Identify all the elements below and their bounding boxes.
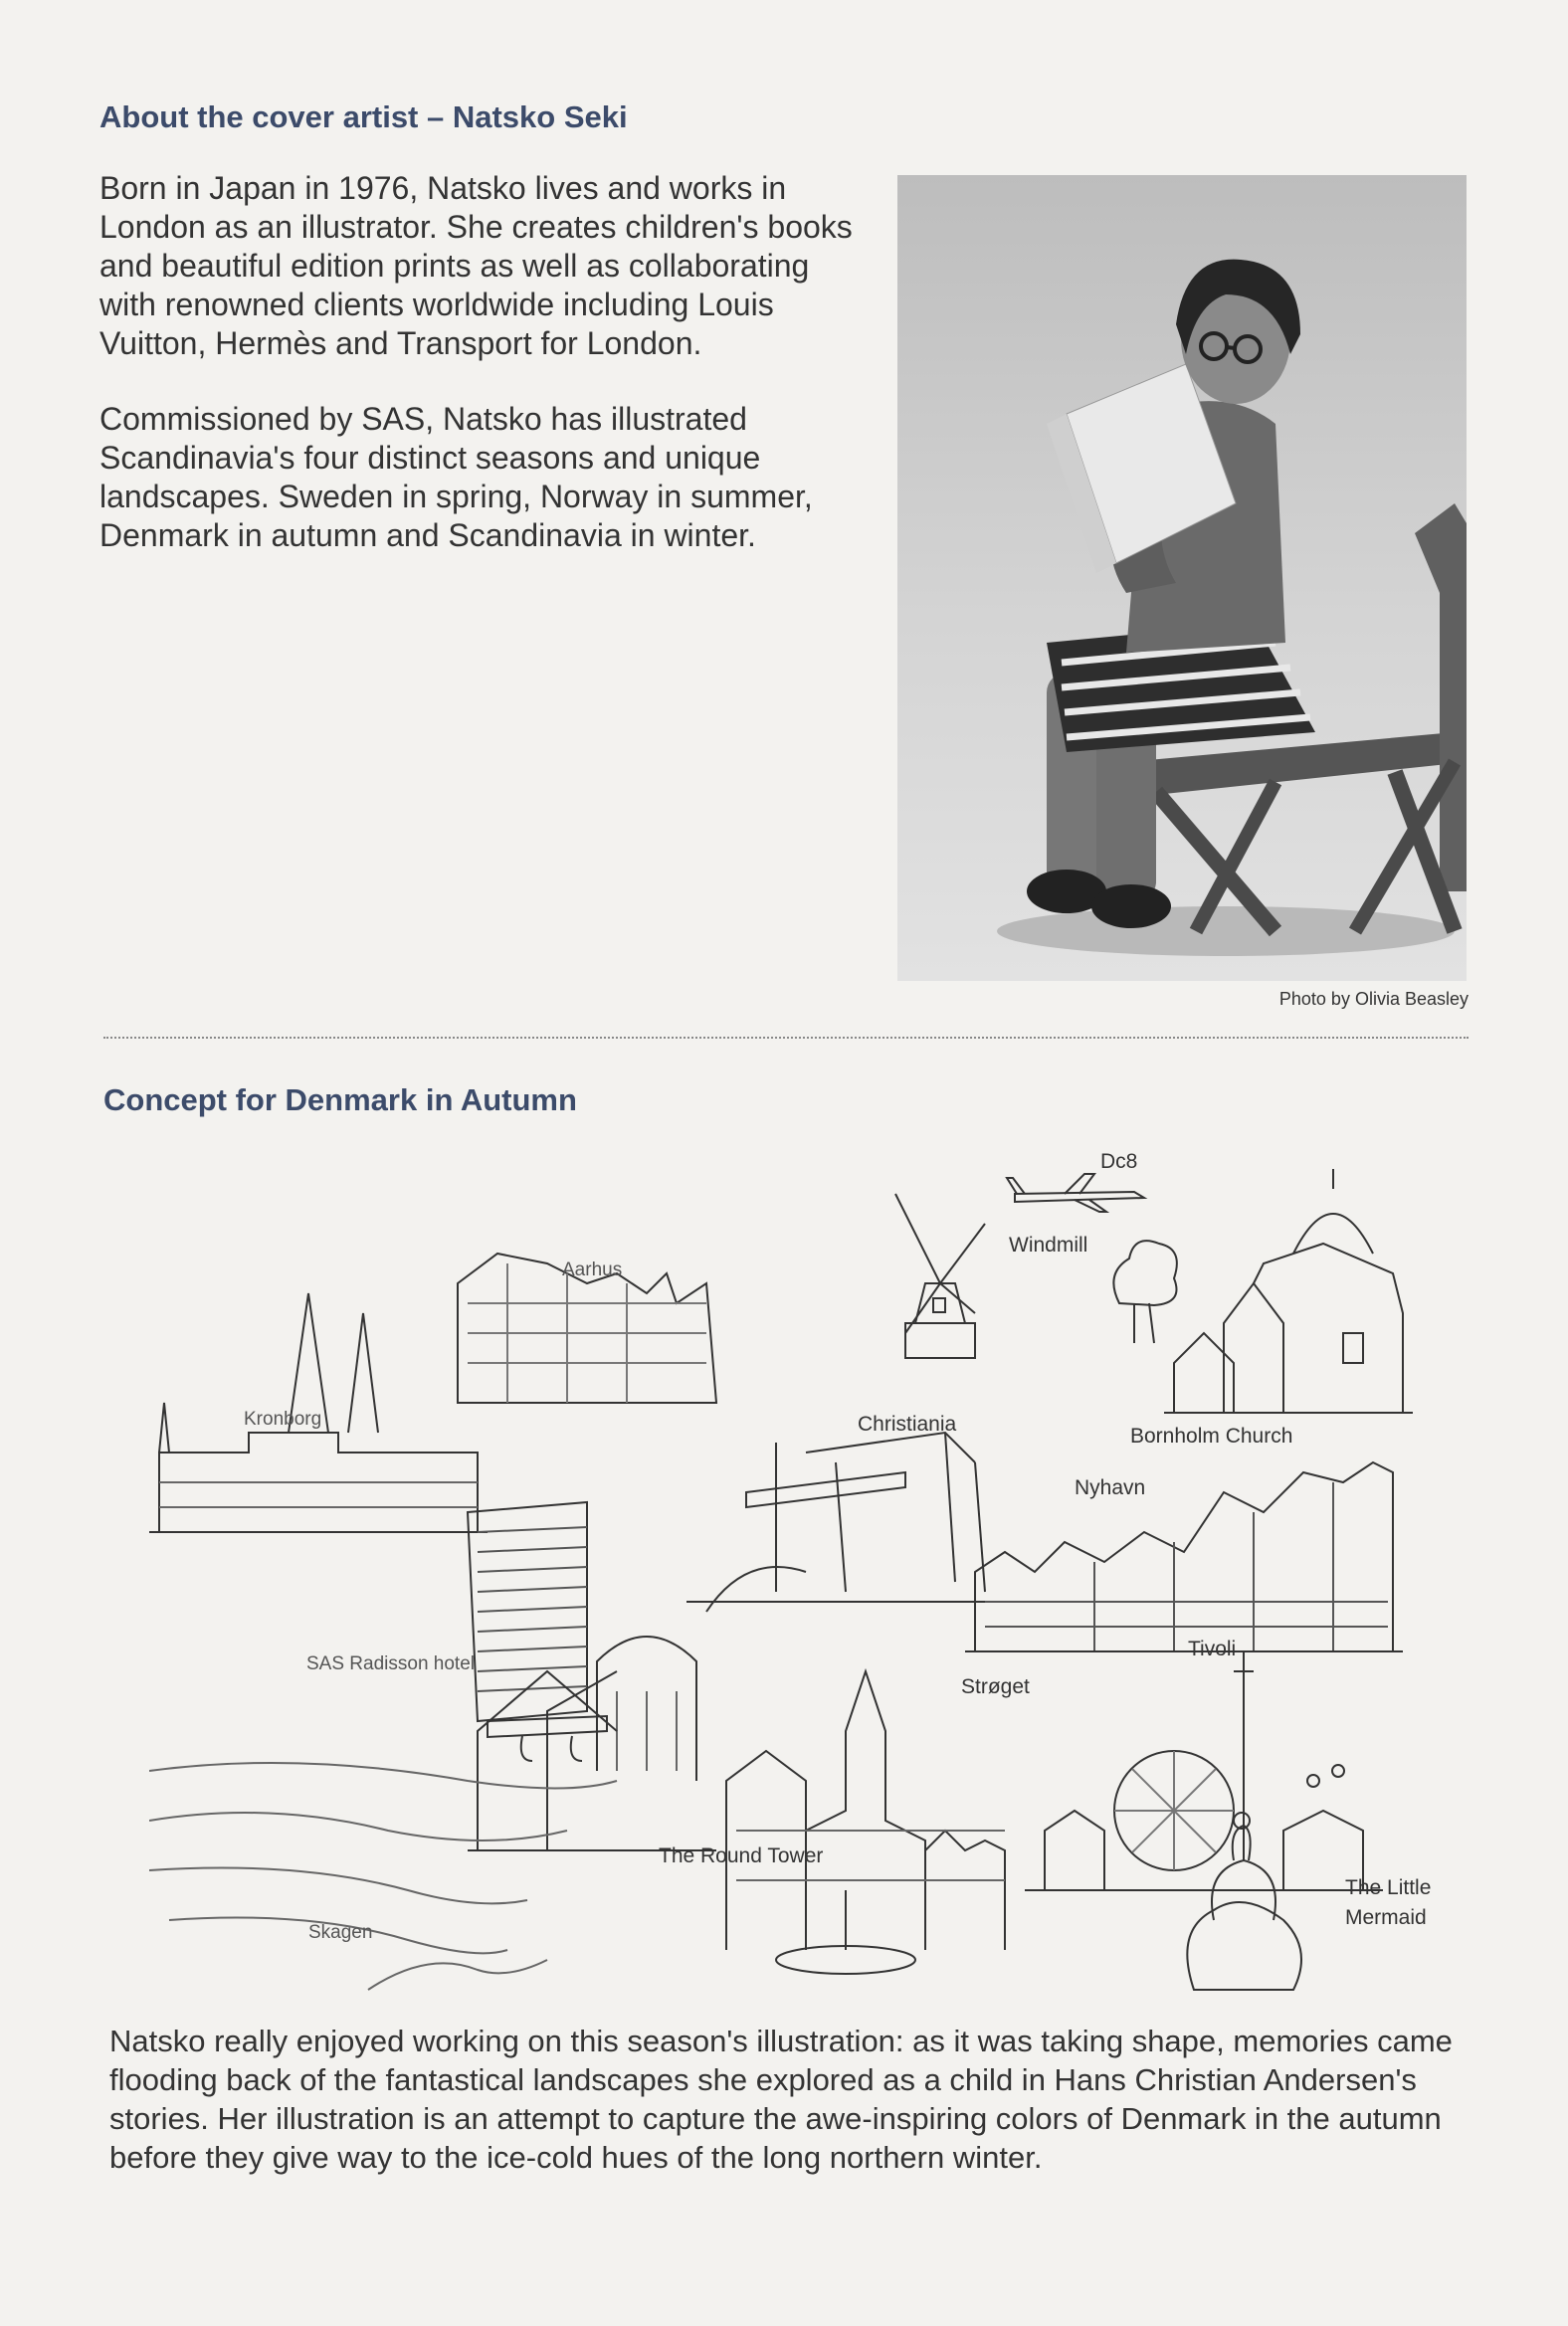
concept-heading: Concept for Denmark in Autumn: [103, 1082, 577, 1117]
label-christiania: Christiania: [858, 1413, 957, 1436]
bornholm-church-drawing: [1164, 1169, 1413, 1413]
tree-drawing: [1113, 1241, 1176, 1343]
label-tivoli: Tivoli: [1188, 1638, 1237, 1660]
label-kronborg: Kronborg: [244, 1409, 322, 1430]
photo-credit: Photo by Olivia Beasley: [1278, 989, 1469, 1009]
label-aarhus: Aarhus: [562, 1260, 623, 1280]
round-tower-drawing: [468, 1637, 716, 1850]
label-dc8: Dc8: [1100, 1150, 1138, 1173]
nyhavn-drawing: [965, 1462, 1403, 1651]
label-skagen: Skagen: [308, 1922, 373, 1943]
label-stroget: Strøget: [961, 1675, 1030, 1698]
label-bornholm-church: Bornholm Church: [1130, 1425, 1293, 1448]
section-divider: [103, 1037, 1469, 1039]
label-round-tower: The Round Tower: [659, 1844, 824, 1867]
artist-photo: [897, 175, 1467, 981]
label-little-mermaid-line-1: The Little: [1345, 1876, 1432, 1899]
bio-paragraph-2: Commissioned by SAS, Natsko has illustrated Scandinavia's four distinct seasons and unique landscapes. Sweden in spring, Norway in summer, Denmark in autumn and Scandinavia in winter.: [99, 401, 813, 553]
stroget-drawing: [726, 1671, 1005, 1974]
label-little-mermaid-line-2: Mermaid: [1345, 1906, 1427, 1929]
tivoli-drawing: [1025, 1651, 1383, 1890]
label-nyhavn: Nyhavn: [1075, 1476, 1146, 1499]
cover-artist-heading: About the cover artist – Natsko Seki: [99, 99, 628, 134]
windmill-drawing: [895, 1194, 985, 1358]
denmark-landmarks-illustration: [149, 1134, 1443, 2010]
concept-paragraph: Natsko really enjoyed working on this season's illustration: as it was taking shape, memories came flooding back of the fantastical landscapes she explored as a child in Hans Christian Andersen's stories. Her illustration is an attempt to capture the awe-inspiring colors of Denmark in the autumn before they give way to the ice-cold hues of the long northern winter.: [109, 2024, 1453, 2175]
dc8-plane-drawing: [1007, 1174, 1144, 1212]
label-sas-radisson-hotel: SAS Radisson hotel: [306, 1653, 475, 1674]
bio-paragraph-1: Born in Japan in 1976, Natsko lives and works in London as an illustrator. She creates children's books and beautiful edition prints as well as collaborating with renowned clients worldwide including Louis Vuitton, Hermès and Transport for London.: [99, 170, 853, 361]
christiania-drawing: [686, 1433, 1015, 1612]
label-windmill: Windmill: [1009, 1234, 1088, 1257]
artist-bio: [99, 169, 856, 592]
